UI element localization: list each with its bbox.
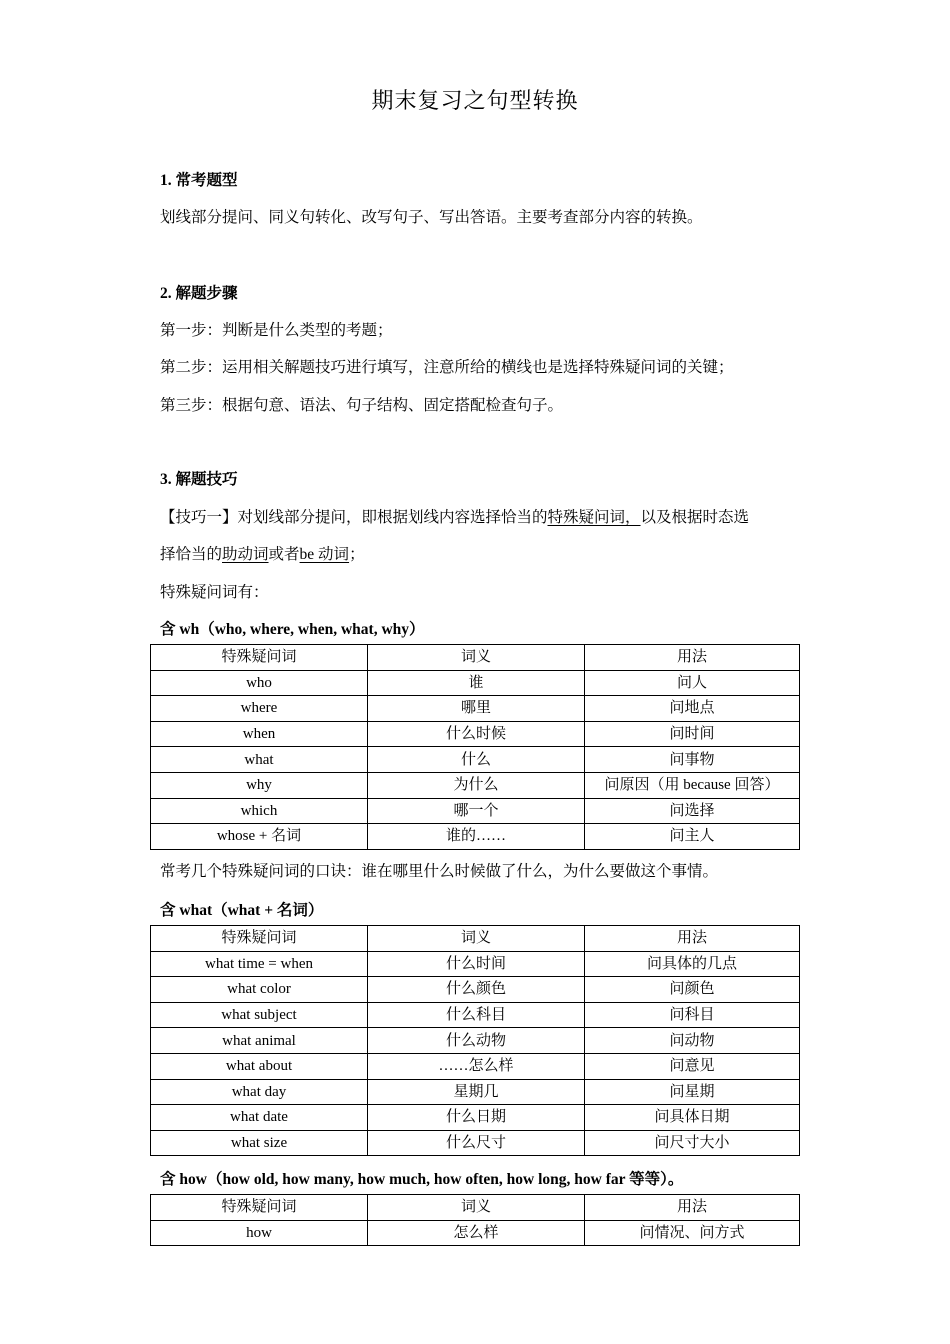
table-cell: why — [151, 772, 368, 798]
section-1-text: 划线部分提问、同义句转化、改写句子、写出答语。主要考查部分内容的转换。 — [160, 209, 703, 226]
table-header-cell: 特殊疑问词 — [151, 926, 368, 952]
table-cell: who — [151, 670, 368, 696]
table-cell: 为什么 — [368, 772, 585, 798]
table-cell: 哪一个 — [368, 798, 585, 824]
table-cell: 问具体日期 — [585, 1105, 800, 1131]
table-row — [151, 1002, 800, 1028]
table-cell: 问意见 — [585, 1053, 800, 1079]
table-cell: 什么日期 — [368, 1105, 585, 1131]
table-cell: 问选择 — [585, 798, 800, 824]
page-title: 期末复习之句型转换 — [371, 88, 579, 113]
table-cell: 谁的…… — [368, 824, 585, 850]
table-cell: 问人 — [585, 670, 800, 696]
table-header-cell: 特殊疑问词 — [151, 645, 368, 671]
table-cell: 什么科目 — [368, 1002, 585, 1028]
how-question-word-table — [150, 1194, 800, 1246]
table-cell: ……怎么样 — [368, 1053, 585, 1079]
table-cell: 问具体的几点 — [585, 951, 800, 977]
table-row — [151, 1028, 800, 1054]
tip-1-underlined-question-word: 特殊疑问词， — [547, 509, 641, 526]
table-cell: what — [151, 747, 368, 773]
table-header-cell: 用法 — [585, 926, 800, 952]
table-row — [151, 670, 800, 696]
table-cell: 谁 — [368, 670, 585, 696]
table-row — [151, 798, 800, 824]
tip-1-underlined-be-verb: be 动词 — [299, 546, 350, 563]
wh-intro-text: 特殊疑问词有： — [160, 584, 269, 601]
table-cell: 问地点 — [585, 696, 800, 722]
table-row — [151, 1079, 800, 1105]
tip-1-text-e: ； — [349, 546, 365, 563]
tip-1-line-2 — [160, 542, 365, 564]
how-heading: 含 how（how old, how many, how much, how often, how long, how far 等等）。 — [160, 1171, 684, 1188]
table-row — [151, 772, 800, 798]
table-header-cell: 用法 — [585, 1195, 800, 1221]
table-cell: 问时间 — [585, 721, 800, 747]
table-cell: when — [151, 721, 368, 747]
table-header-cell: 词义 — [368, 645, 585, 671]
step-3-text: 第三步：根据句意、语法、句子结构、固定搭配检查句子。 — [160, 397, 564, 414]
table-cell: 问主人 — [585, 824, 800, 850]
table-row — [151, 977, 800, 1003]
table-cell: 问科目 — [585, 1002, 800, 1028]
table-cell: 问动物 — [585, 1028, 800, 1054]
table-cell: 星期几 — [368, 1079, 585, 1105]
table-row — [151, 951, 800, 977]
what-question-word-table — [150, 925, 800, 1156]
table-header-cell: 特殊疑问词 — [151, 1195, 368, 1221]
table-header-row — [151, 1195, 800, 1221]
tip-1-text-d: 或者 — [268, 546, 300, 563]
wh-question-word-table — [150, 644, 800, 850]
table-header-cell: 词义 — [368, 1195, 585, 1221]
table-cell: 问颜色 — [585, 977, 800, 1003]
table-cell: 怎么样 — [368, 1220, 585, 1246]
tip-1-underlined-auxiliary: 助动词 — [222, 546, 269, 563]
table-cell: 什么颜色 — [368, 977, 585, 1003]
table-row — [151, 824, 800, 850]
table-cell: what size — [151, 1130, 368, 1156]
table-header-cell: 词义 — [368, 926, 585, 952]
table-cell: 什么时间 — [368, 951, 585, 977]
table-row — [151, 1220, 800, 1246]
table-row — [151, 1130, 800, 1156]
table-row — [151, 747, 800, 773]
mnemonic-text: 常考几个特殊疑问词的口诀：谁在哪里什么时候做了什么，为什么要做这个事情。 — [160, 863, 719, 880]
table-cell: what about — [151, 1053, 368, 1079]
what-heading: 含 what（what + 名词） — [160, 902, 324, 919]
table-cell: what time = when — [151, 951, 368, 977]
table-cell: 问事物 — [585, 747, 800, 773]
table-cell: what animal — [151, 1028, 368, 1054]
tip-1-line-1 — [160, 505, 749, 527]
tip-1-text-b: 以及根据时态选 — [640, 509, 750, 526]
table-row — [151, 1053, 800, 1079]
table-header-row — [151, 926, 800, 952]
table-cell: what color — [151, 977, 368, 1003]
table-cell: 哪里 — [368, 696, 585, 722]
table-cell: which — [151, 798, 368, 824]
table-cell: what date — [151, 1105, 368, 1131]
section-3-heading: 3. 解题技巧 — [160, 471, 238, 488]
table-header-cell: 用法 — [585, 645, 800, 671]
step-2-text: 第二步：运用相关解题技巧进行填写，注意所给的横线也是选择特殊疑问词的关键； — [160, 359, 734, 376]
table-cell: where — [151, 696, 368, 722]
table-cell: 什么时候 — [368, 721, 585, 747]
table-header-row — [151, 645, 800, 671]
tip-1-text-a: 【技巧一】对划线部分提问，即根据划线内容选择恰当的 — [160, 509, 548, 526]
table-cell: 问星期 — [585, 1079, 800, 1105]
tip-1-text-c: 择恰当的 — [160, 546, 223, 563]
wh-heading: 含 wh（who, where, when, what, why） — [160, 621, 425, 638]
table-cell: 问原因（用 because 回答） — [585, 772, 800, 798]
table-cell: 问尺寸大小 — [585, 1130, 800, 1156]
table-cell: 什么尺寸 — [368, 1130, 585, 1156]
table-cell: 问情况、问方式 — [585, 1220, 800, 1246]
table-cell: how — [151, 1220, 368, 1246]
table-cell: 什么 — [368, 747, 585, 773]
table-row — [151, 721, 800, 747]
step-1-text: 第一步：判断是什么类型的考题； — [160, 322, 393, 339]
table-cell: whose + 名词 — [151, 824, 368, 850]
section-1-heading: 1. 常考题型 — [160, 172, 238, 189]
table-cell: what day — [151, 1079, 368, 1105]
table-row — [151, 1105, 800, 1131]
section-2-heading: 2. 解题步骤 — [160, 285, 238, 302]
table-cell: what subject — [151, 1002, 368, 1028]
table-cell: 什么动物 — [368, 1028, 585, 1054]
table-row — [151, 696, 800, 722]
